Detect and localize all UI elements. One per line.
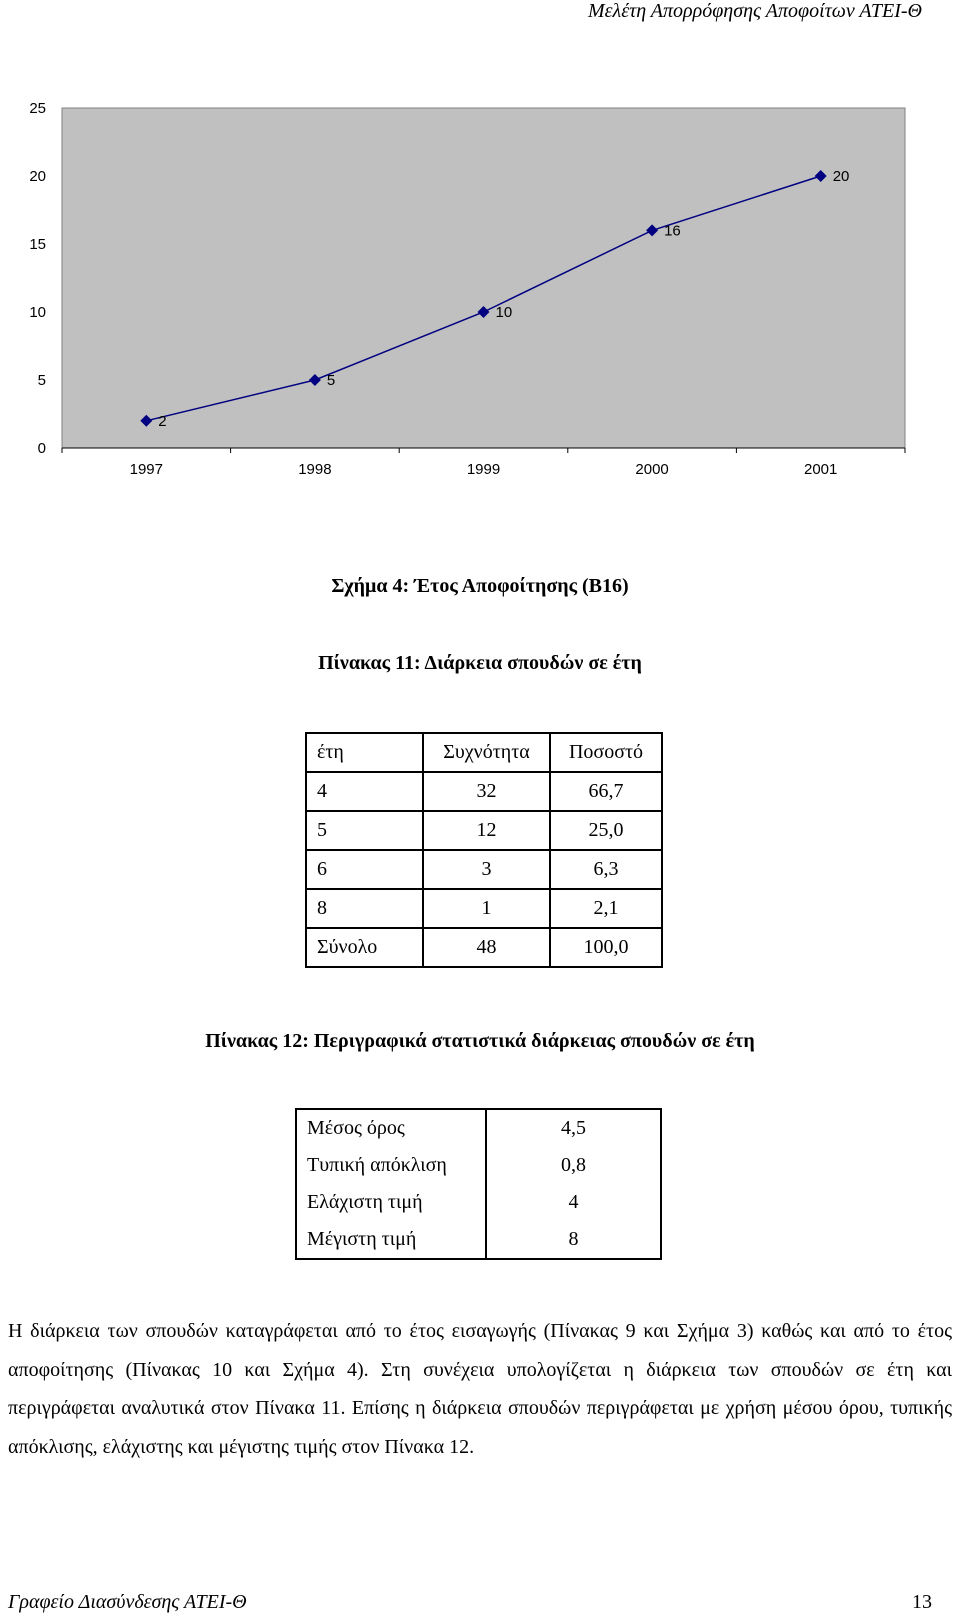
table-cell: 0,8 xyxy=(486,1147,661,1184)
table-row xyxy=(306,889,662,928)
figure-caption: Σχήμα 4: Έτος Αποφοίτησης (Β16) xyxy=(331,575,629,597)
page-number: 13 xyxy=(912,1591,932,1613)
table-cell: Μέγιστη τιμή xyxy=(296,1221,486,1259)
table-cell: Τυπική απόκλιση xyxy=(296,1147,486,1184)
y-tick-label: 5 xyxy=(37,372,46,389)
table12-caption: Πίνακας 12: Περιγραφικά στατιστικά διάρκειας σπουδών σε έτη xyxy=(205,1030,755,1052)
study-duration-table xyxy=(305,732,663,968)
table-cell: 4 xyxy=(306,772,423,811)
table-cell: 32 xyxy=(423,772,550,811)
table-cell: 6 xyxy=(306,850,423,889)
table-cell: 48 xyxy=(423,928,550,967)
table-cell: 66,7 xyxy=(550,772,662,811)
table-row xyxy=(296,1184,661,1221)
table-cell: 6,3 xyxy=(550,850,662,889)
x-tick-label: 2000 xyxy=(635,461,669,478)
y-tick-label: 15 xyxy=(29,236,46,253)
table-cell: Ελάχιστη τιμή xyxy=(296,1184,486,1221)
data-label: 2 xyxy=(158,412,167,430)
y-tick-label: 0 xyxy=(37,440,46,457)
header-cell: έτη xyxy=(306,733,423,772)
x-tick-label: 1997 xyxy=(129,461,163,478)
x-tick-label: 2001 xyxy=(804,461,838,478)
data-label: 5 xyxy=(326,372,336,389)
table-cell: 5 xyxy=(306,811,423,850)
table-cell: 4,5 xyxy=(486,1109,661,1147)
table-row xyxy=(306,850,662,889)
y-tick-label: 10 xyxy=(29,304,46,321)
table-cell: Μέσος όρος xyxy=(296,1109,486,1147)
descriptive-stats-table xyxy=(295,1108,662,1260)
table-cell: Σύνολο xyxy=(306,928,423,967)
table-cell: 100,0 xyxy=(550,928,662,967)
table-row xyxy=(296,1147,661,1184)
body-paragraph: Η διάρκεια των σπουδών καταγράφεται από το έτος εισαγωγής (Πίνακας 9 και Σχήμα 3) καθώς και από το έτος αποφοίτησης (Πίνακας 10 και Σχήμα 4). Στη συνέχεια υπολογίζεται η διάρκεια των σπουδών σε έτη και περιγράφεται αναλυτικά στον Πίνακα 11. Επίσης η διάρκεια σπουδών περιγράφεται με χρήση μέσου όρου, τυπικής απόκλισης, ελάχιστης και μέγιστης τιμής στον Πίνακα 12. xyxy=(8,1320,952,1458)
plot-area xyxy=(62,108,905,448)
table-row xyxy=(306,811,662,850)
table-row xyxy=(306,928,662,967)
table-row xyxy=(306,772,662,811)
table-cell: 4 xyxy=(486,1184,661,1221)
table-cell: 12 xyxy=(423,811,550,850)
data-label: 20 xyxy=(832,168,850,185)
table11-caption: Πίνακας 11: Διάρκεια σπουδών σε έτη xyxy=(318,652,642,674)
table-cell: 2,1 xyxy=(550,889,662,928)
y-tick-label: 25 xyxy=(29,100,46,117)
x-tick-label: 1999 xyxy=(466,461,501,478)
table-cell: 8 xyxy=(486,1221,661,1259)
header-cell: Συχνότητα xyxy=(423,733,550,772)
data-label: 10 xyxy=(495,304,513,321)
table-cell: 8 xyxy=(306,889,423,928)
table-row xyxy=(296,1109,661,1147)
table-cell: 1 xyxy=(423,889,550,928)
table-row xyxy=(296,1221,661,1259)
y-tick-label: 20 xyxy=(29,168,46,185)
graduation-year-chart xyxy=(0,80,960,500)
page-header: Μελέτη Απορρόφησης Αποφοίτων ΑΤΕΙ-Θ xyxy=(588,0,922,22)
header-cell: Ποσοστό xyxy=(550,733,662,772)
table-header-row xyxy=(306,733,662,772)
footer-office: Γραφείο Διασύνδεσης ΑΤΕΙ-Θ xyxy=(8,1591,247,1613)
table-cell: 25,0 xyxy=(550,811,662,850)
x-tick-label: 1998 xyxy=(298,461,332,478)
table-cell: 3 xyxy=(423,850,550,889)
data-label: 16 xyxy=(664,222,681,240)
